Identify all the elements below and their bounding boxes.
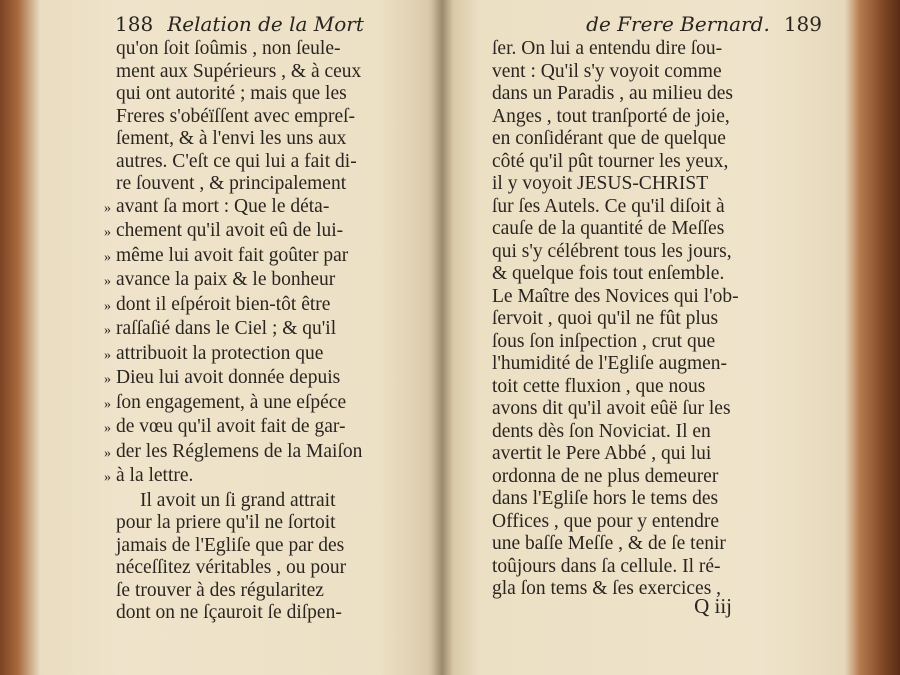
quotation-mark: » (104, 249, 111, 265)
right-page (452, 0, 852, 675)
text-line: côté qu'il pût tourner les yeux, (492, 150, 729, 172)
text-line (104, 342, 416, 368)
line-text: jamais de l'Egliſe que par des (116, 534, 345, 556)
signature-mark: Q iij (694, 594, 732, 618)
quotation-mark: » (104, 347, 111, 363)
line-text: à la lettre. (116, 465, 194, 486)
right-page-text (492, 38, 774, 601)
left-page-text (104, 38, 416, 625)
right-running-title: de Frere Bernard. (586, 12, 770, 36)
line-text: avant ſa mort : Que le déta- (116, 195, 330, 217)
text-line (116, 151, 416, 174)
text-line: dents dès ſon Noviciat. Il en (492, 420, 711, 442)
text-line (116, 535, 416, 558)
line-text: dont il eſpéroit bien-tôt être (116, 293, 331, 315)
text-line (116, 61, 416, 84)
text-line (104, 318, 416, 343)
line-text: der les Réglemens de la Maiſon (116, 440, 363, 462)
text-line: gla ſon tems & ſes exercices , (492, 578, 722, 599)
text-line (104, 269, 416, 294)
text-line: ſervoit , quoi qu'il ne fût plus (492, 308, 719, 329)
text-line: avertit le Pere Abbé , qui lui (492, 443, 712, 464)
text-line: toûjours dans ſa cellule. Il ré- (492, 555, 721, 577)
right-page-number: 189 (783, 12, 822, 36)
line-text: qui ont autorité ; mais que les (116, 83, 347, 104)
text-line: ſous ſon inſpection , crut que (492, 330, 716, 352)
line-text: Il avoit un ſi grand attrait (140, 489, 336, 511)
text-line (104, 440, 416, 466)
text-line (116, 128, 416, 151)
text-line: Anges , tout tranſporté de joie, (492, 105, 730, 127)
text-line: & quelque fois tout enſemble. (492, 263, 725, 284)
text-line (116, 512, 416, 535)
line-text: pour la priere qu'il ne ſortoit (116, 512, 336, 533)
quotation-mark: » (104, 421, 111, 436)
line-text: raſſaſié dans le Ciel ; & qu'il (116, 318, 337, 339)
text-line (116, 106, 416, 129)
line-text: néceſſitez véritables , ou pour (116, 557, 347, 578)
line-text: Freres s'obéïſſent avec empreſ- (116, 105, 356, 127)
quotation-mark: » (104, 396, 111, 412)
line-text: même lui avoit fait goûter par (116, 244, 349, 266)
line-text: Dieu lui avoit donnée depuis (116, 367, 341, 388)
text-line: qui s'y célébrent tous les jours, (492, 240, 732, 262)
text-line: ſer. On lui a entendu dire ſou- (492, 38, 723, 59)
text-line: ordonna de ne plus demeurer (492, 465, 719, 487)
text-line: ſur ſes Autels. Ce qu'il diſoit à (492, 195, 725, 217)
quotation-mark: » (104, 225, 111, 240)
left-page-number: 188 (115, 12, 154, 36)
quotation-mark: » (104, 323, 111, 338)
line-text: chement qu'il avoit eû de lui- (116, 220, 344, 241)
text-line: dans un Paradis , au milieu des (492, 83, 733, 104)
line-text: avance la paix & le bonheur (116, 269, 336, 290)
quotation-mark: » (104, 372, 111, 387)
line-text: ment aux Supérieurs , & à ceux (116, 60, 362, 82)
left-page (40, 0, 440, 675)
text-line: l'humidité de l'Egliſe augmen- (492, 353, 728, 374)
text-line (104, 391, 416, 417)
text-line (116, 580, 416, 603)
text-line (116, 38, 416, 61)
line-text: attribuoit la protection que (116, 342, 324, 364)
line-text: autres. C'eſt ce qui lui a fait di- (116, 150, 357, 172)
text-line (104, 367, 416, 392)
line-text: de vœu qu'il avoit fait de gar- (116, 416, 346, 437)
text-line (116, 602, 416, 625)
quotation-mark: » (104, 274, 111, 289)
text-line (116, 490, 416, 513)
quotation-mark: » (104, 470, 111, 485)
quotation-mark: » (104, 200, 111, 216)
text-line: cauſe de la quantité de Meſſes (492, 218, 725, 239)
line-text: ſement, & à l'envi les uns aux (116, 128, 347, 149)
text-line: une baſſe Meſſe , & de ſe tenir (492, 533, 726, 554)
text-line: Le Maître des Novices qui l'ob- (492, 285, 739, 307)
text-line (116, 83, 416, 106)
line-text: ſe trouver à des régularitez (116, 579, 324, 601)
text-line: toit cette fluxion , que nous (492, 375, 706, 397)
quotation-mark: » (104, 445, 111, 461)
text-line (116, 173, 416, 196)
text-line: dans l'Egliſe hors le tems des (492, 488, 719, 509)
quotation-mark: » (104, 298, 111, 314)
text-line: il y voyoit JESUS-CHRIST (492, 173, 709, 194)
text-line (104, 195, 416, 221)
left-running-title: Relation de la Mort (167, 12, 364, 36)
text-line (104, 244, 416, 270)
text-line (104, 416, 416, 441)
line-text: ſon engagement, à une eſpéce (116, 391, 347, 413)
text-line: vent : Qu'il s'y voyoit comme (492, 60, 722, 82)
text-line: en conſidérant que de quelque (492, 128, 726, 149)
text-line (116, 557, 416, 580)
line-text: dont on ne ſçauroit ſe diſpen- (116, 602, 342, 623)
text-line (104, 220, 416, 245)
text-line (104, 293, 416, 319)
text-line (104, 465, 416, 490)
right-running-head (586, 12, 822, 36)
line-text: qu'on ſoit ſoûmis , non ſeule- (116, 38, 341, 59)
left-running-head (115, 12, 364, 36)
text-line: Offices , que pour y entendre (492, 510, 720, 532)
text-line: avons dit qu'il avoit eûë ſur les (492, 398, 731, 419)
line-text: re ſouvent , & principalement (116, 173, 347, 194)
